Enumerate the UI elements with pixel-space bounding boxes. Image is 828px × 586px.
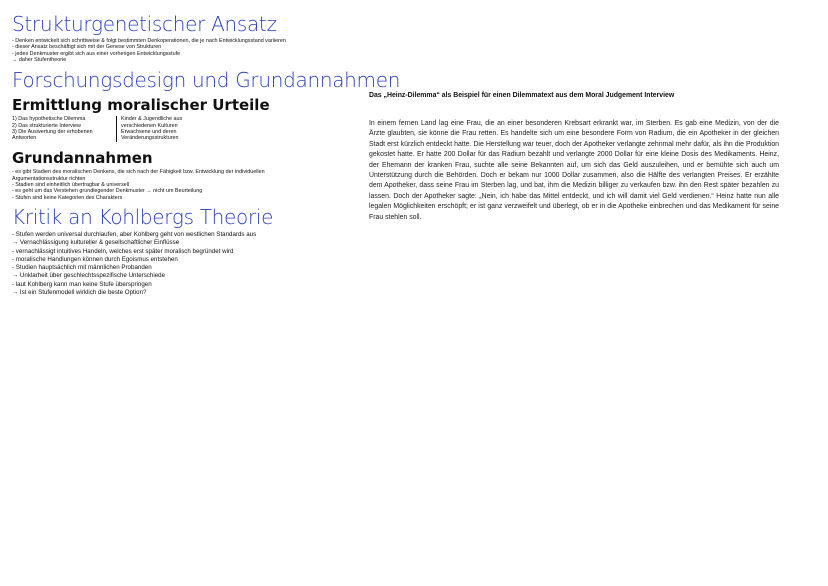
note-line: - Denken entwickelt sich schrittweise & folgt bestimmten Denkoperationen, die je nach Entwicklungsstand variieren <box>12 38 286 44</box>
heading-ermittlung: Ermittlung moralischer Urteile <box>12 95 270 114</box>
note-line: Kinder & Jugendliche aus <box>121 116 183 123</box>
section-strukturgenetisch <box>12 14 357 64</box>
note-line: - vernachlässigt intuitives Handeln, welches erst später moralisch begründet wird <box>12 247 234 255</box>
methods-right <box>116 116 182 142</box>
section-forschungsdesign <box>12 67 401 202</box>
section-kritik <box>12 207 357 297</box>
note-line: - moralische Handlungen können durch Egoismus entstehen <box>12 255 178 263</box>
note-line: 1) Das hypothetische Dilemma <box>12 116 86 123</box>
note-line: verschiedenen Kulturen <box>121 122 178 129</box>
note-line: → daher Stufentheorie <box>12 57 67 64</box>
note-line: 3) Die Auswertung der erhobenen <box>12 128 93 135</box>
note-line: - Stufen werden universal durchlaufen, aber Kohlberg geht von westlichen Standards aus <box>12 231 257 239</box>
note-line: Argumentationsstruktur richten <box>12 175 86 182</box>
note-line: - es geht um das Verstehen grundlegender Denkmuster → nicht um Beurteilung <box>12 188 203 195</box>
heading-grundannahmen: Grundannahmen <box>12 148 153 167</box>
note-line: - jedes Denkmuster ergibt sich aus einer vorherigen Entwicklungsstufe <box>12 50 181 57</box>
methods-left <box>12 116 116 142</box>
note-line: - Studien hauptsächlich mit männlichen Probanden <box>12 264 152 272</box>
note-line: - es gibt Stadien des moralischen Denkens, die sich nach der Fähigkeit bzw. Entwicklung der individuellen <box>12 169 265 176</box>
heading-strukturgenetischer-ansatz: Strukturgenetischer Ansatz <box>12 12 277 36</box>
methods-columns <box>12 116 357 142</box>
note-line: - Stufen sind keine Kategorien des Charakters <box>12 194 123 201</box>
note-line: - dieser Ansatz beschäftigt sich mit der Genese von Strukturen <box>12 44 162 51</box>
grundannahmen-lines <box>12 169 357 201</box>
handwritten-notes <box>12 12 401 303</box>
dilemma-body: In einem fernen Land lag eine Frau, die an einer besonderen Krebsart erkrankt war, im Sterben. Es gab eine Medizin, von der die Ärzte glaubten, sie könne die Frau retten. Es handelte sich um eine besondere Form von Radium, die ein Apotheker in der gleichen Stadt erst kürzlich entdeckt hatte. Die Herstellung war teuer, doch der Apotheker verlangte zehnmal mehr dafür, als ihn die Produktion gekostet hatte. Er hatte 200 Dollar für das Radium bezahlt und verlangte 2000 Dollar für eine kleine Dosis des Medikaments. Heinz, der Ehemann der kranken Frau, suchte alle seine Bekannten auf, um sich das Geld auszuleihen, und er bemühte sich auch um Unterstützung durch die Behörden. Doch er bekam nur 1000 Dollar zusammen, also die Hälfte des verlangten Preises. Er erzählte dem Apotheker, dass seine Frau im Sterben lag, und bat, ihm die Medizin billiger zu verkaufen bzw. ihn den Rest später bezahlen zu lassen. Doch der Apotheker sagte: „Nein, ich habe das Mittel entdeckt, und ich will damit viel Geld verdienen.“ Heinz hatte nun alle legalen Möglichkeiten erschöpft; er ist ganz verzweifelt und überlegt, ob er in die Apotheke einbrechen und das Medikament für seine Frau stehlen soll. <box>369 120 779 221</box>
note-line: Erwachsene und deren <box>121 128 177 135</box>
note-line: Veränderungsstrukturen <box>121 135 179 142</box>
dilemma-title: Das „Heinz-Dilemma“ als Beispiel für einen Dilemmatext aus dem Moral Judgement Interview <box>369 92 675 99</box>
note-line: - Stadien sind einheitlich übertragbar & universell <box>12 182 130 189</box>
heading-forschungsdesign: Forschungsdesign und Grundannahmen <box>12 67 401 92</box>
note-line: - laut Kohlberg kann man keine Stufe überspringen <box>12 280 152 288</box>
note-line: → Ist ein Stufenmodell wirklich die beste Option? <box>12 288 147 296</box>
note-line: → Vernachlässigung kultureller & gesellschaftlicher Einflüsse <box>12 239 180 247</box>
section1-lines <box>12 38 357 64</box>
note-line: 2) Das strukturierte Interview <box>12 122 81 129</box>
note-line: → Unklarheit über geschlechtsspezifische Unterschiede <box>12 272 166 280</box>
note-line: Antworten <box>12 135 37 142</box>
dilemma-text-block <box>369 92 779 223</box>
heading-kritik: Kritik an Kohlbergs Theorie <box>12 205 274 230</box>
kritik-lines <box>12 231 357 297</box>
